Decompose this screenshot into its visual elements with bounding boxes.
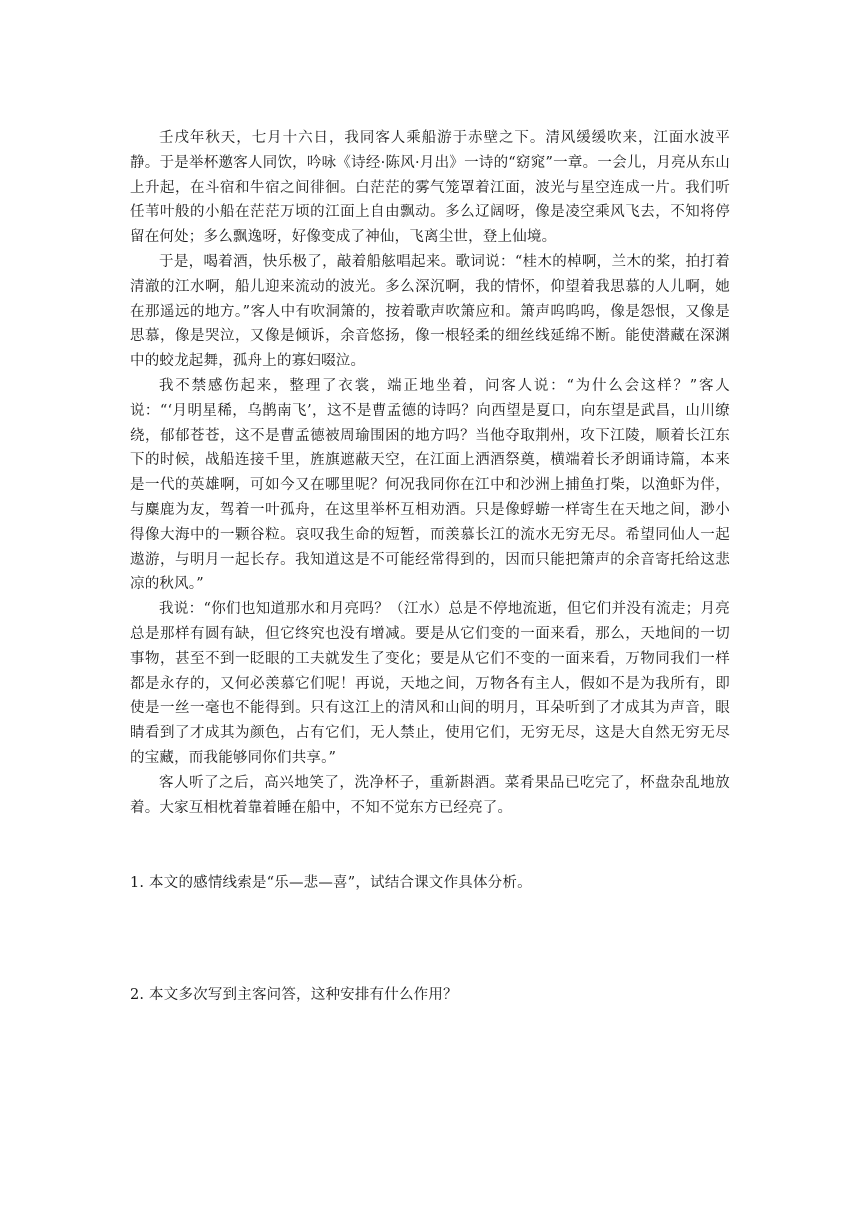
paragraph-1: 壬戌年秋天，七月十六日，我同客人乘船游于赤壁之下。清风缓缓吹来，江面水波平静。于是举杯邀客人同饮，吟咏《诗经·陈风·月出》一诗的“窈窕”一章。一会儿，月亮从东山上升起，在斗宿和牛宿之间徘徊。白茫茫的雾气笼罩着江面，波光与星空连成一片。我们听任苇叶般的小船在茫茫万顷的江面上自由飘动。多么辽阔呀，像是凌空乘风飞去，不知将停留在何处；多么飘逸呀，好像变成了神仙，飞离尘世，登上仙境。	[130, 130, 730, 246]
paragraph-3: 我不禁感伤起来，整理了衣裳，端正地坐着，问客人说：“为什么会这样？”客人说：“‘月明星稀，乌鹊南飞’，这不是曹孟德的诗吗？向西望是夏口，向东望是武昌，山川缭绕，郁郁苍苍，这不是曹孟德被周瑜围困的地方吗？当他夺取荆州，攻下江陵，顺着长江东下的时候，战船连接千里，旌旗遮蔽天空，在江面上洒酒祭奠，横端着长矛朗诵诗篇，本来是一代的英雄啊，可如今又在哪里呢？何况我同你在江中和沙洲上捕鱼打柴，以渔虾为伴，与麋鹿为友，驾着一叶孤舟，在这里举杯互相劝酒。只是像蜉蝣一样寄生在天地之间，渺小得像大海中的一颗谷粒。哀叹我生命的短暂，而羡慕长江的流水无穷无尽。希望同仙人一起遨游，与明月一起长存。我知道这是不可能经常得到的，因而只能把箫声的余音寄托给这悲凉的秋风。”	[130, 377, 730, 593]
document-page	[130, 0, 730, 1216]
question-2: 2. 本文多次写到主客问答，这种安排有什么作用？	[130, 987, 458, 1003]
passage-translation	[130, 126, 730, 820]
paragraph-2: 于是，喝着酒，快乐极了，敲着船舷唱起来。歌词说：“桂木的棹啊，兰木的桨，拍打着清澈的江水啊，船儿迎来流动的波光。多么深沉啊，我的情怀，仰望着我思慕的人儿啊，她在那遥远的地方。”客人中有吹洞箫的，按着歌声吹箫应和。箫声呜呜呜，像是怨恨，又像是思慕，像是哭泣，又像是倾诉，余音悠扬，像一根轻柔的细丝线延绵不断。能使潜藏在深渊中的蛟龙起舞，孤舟上的寡妇啜泣。	[130, 253, 730, 370]
paragraph-4: 我说：“你们也知道那水和月亮吗？（江水）总是不停地流逝，但它们并没有流走；月亮总是那样有圆有缺，但它终究也没有增减。要是从它们变的一面来看，那么，天地间的一切事物，甚至不到一眨眼的工夫就发生了变化；要是从它们不变的一面来看，万物同我们一样都是永存的，又何必羡慕它们呢！再说，天地之间，万物各有主人，假如不是为我所有，即使是一丝一毫也不能得到。只有这江上的清风和山间的明月，耳朵听到了才成其为声音，眼睛看到了才成其为颜色，占有它们，无人禁止，使用它们，无穷无尽，这是大自然无穷无尽的宝藏，而我能够同你们共享。”	[130, 601, 730, 766]
question-1: 1. 本文的感情线索是“乐—悲—喜”，试结合课文作具体分析。	[130, 875, 532, 891]
paragraph-5: 客人听了之后，高兴地笑了，洗净杯子，重新斟酒。菜肴果品已吃完了，杯盘杂乱地放着。大家互相枕着靠着睡在船中，不知不觉东方已经亮了。	[130, 774, 730, 816]
